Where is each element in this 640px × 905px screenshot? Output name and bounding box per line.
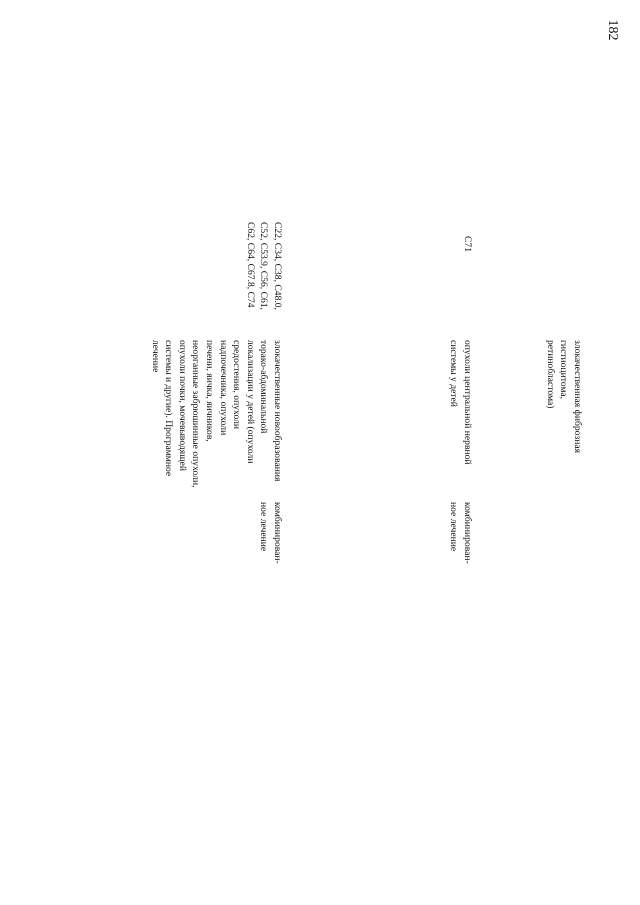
diagnosis-line: злокачественная фиброзная	[572, 340, 583, 454]
treatment-type-cell	[257, 502, 284, 576]
diagnosis-line: гистиоцитома,	[558, 340, 570, 400]
icd-code-line: C52, C53.9, C56, C61,	[258, 222, 270, 310]
treatment-type-line: комбинирован-	[272, 502, 283, 564]
diagnosis-cell	[447, 340, 474, 516]
treatment-type-cell	[447, 502, 474, 576]
icd-code-cell	[243, 222, 284, 334]
diagnosis-line: злокачественные новообразования	[272, 340, 283, 482]
diagnosis-line: средостения, опухоли	[231, 340, 243, 430]
diagnosis-line: опухоли центральной нервной	[462, 340, 473, 465]
icd-code-cell	[460, 236, 474, 348]
diagnosis-line: системы у детей	[448, 340, 460, 407]
treatment-type-line: ное лечение	[258, 502, 270, 552]
icd-code-line: C71	[462, 236, 473, 252]
treatment-type-line: комбинирован-	[462, 502, 473, 564]
diagnosis-line: лечение	[149, 340, 161, 373]
diagnosis-line: опухоли почки, мочевыводящей	[176, 340, 188, 471]
diagnosis-line: печени, яичка, яичников,	[204, 340, 216, 442]
diagnosis-line: надпочечника, опухоли	[217, 340, 229, 436]
icd-code-line: C62, C64, C67.8, C74	[244, 222, 256, 308]
diagnosis-line: системы и другие). Программное	[163, 340, 175, 477]
page-number: 182	[605, 19, 620, 41]
treatment-type-line: ное лечение	[448, 502, 460, 552]
diagnosis-line: неорганные забрюшинные опухоли,	[190, 340, 202, 488]
diagnosis-line: локализации у детей (опухоли	[244, 340, 256, 464]
diagnosis-cell	[148, 340, 284, 516]
diagnosis-line: торако-абдоминальной	[258, 340, 270, 434]
rotated-table	[50, 0, 590, 860]
icd-code-line: C22, C34, C38, C48.0,	[272, 222, 283, 310]
diagnosis-cell	[543, 340, 584, 516]
diagnosis-line: ретинобластома)	[544, 340, 556, 409]
